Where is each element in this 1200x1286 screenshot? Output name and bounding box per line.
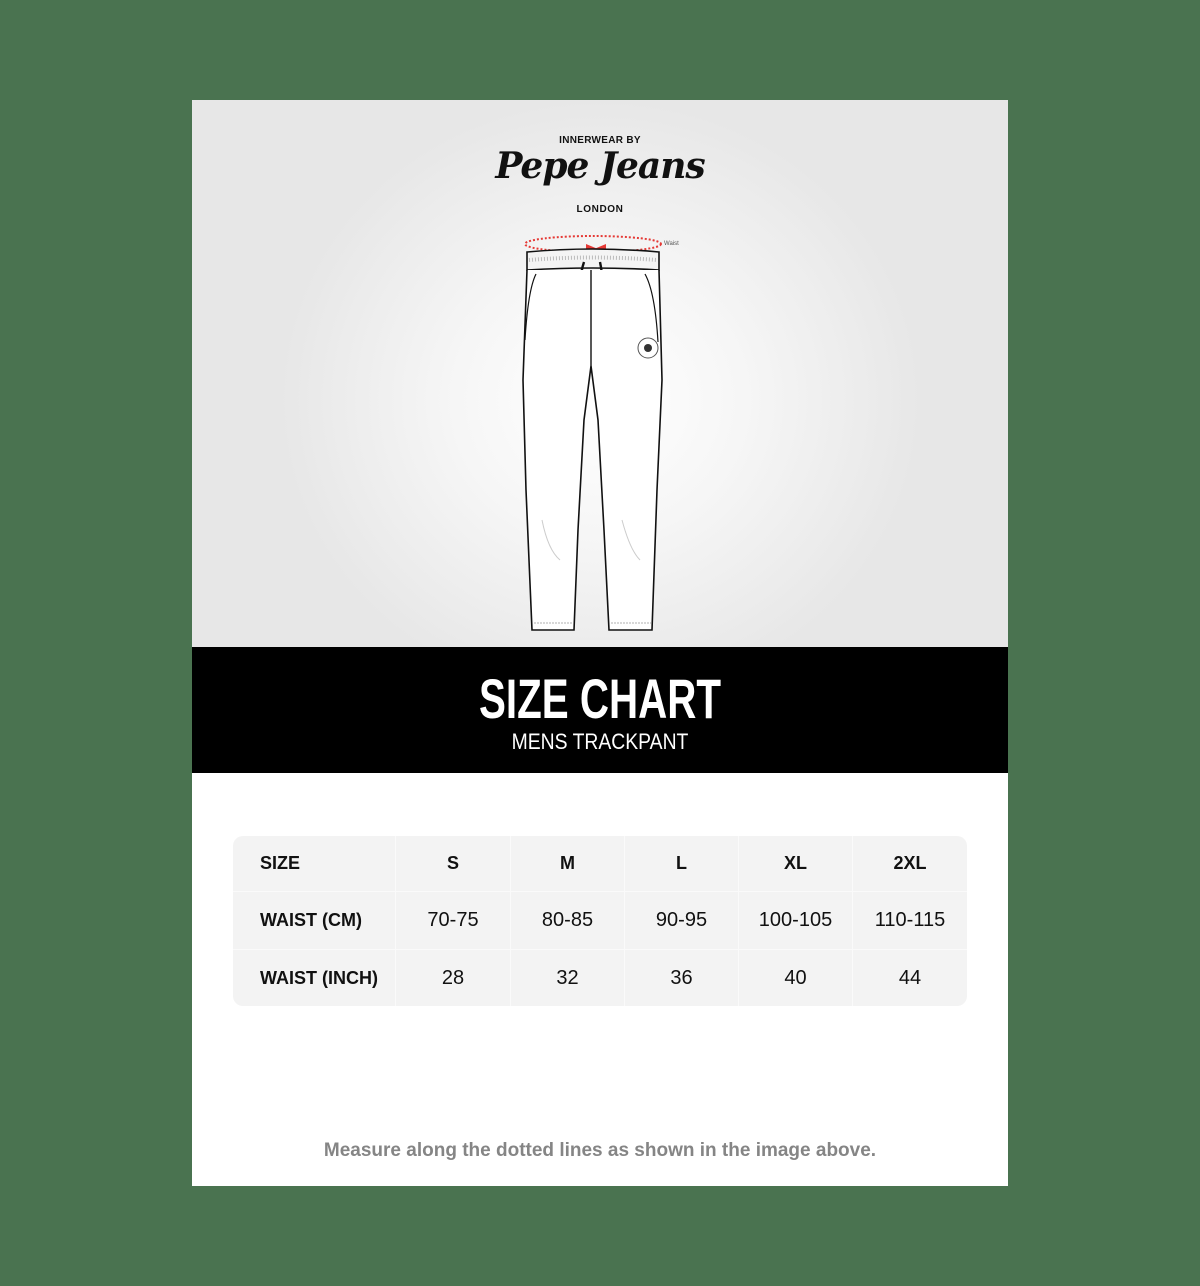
table-header-cell: M [511,836,625,892]
table-cell: 40 [739,950,853,1006]
brand-tagline: INNERWEAR BY [559,135,641,146]
brand-location: LONDON [576,204,624,215]
table-header-cell: SIZE [233,836,396,892]
table-cell: 110-115 [853,892,967,950]
title-banner [192,647,1008,773]
table-cell: 44 [898,966,922,989]
table-header-cell: 2XL [853,836,967,892]
table-header-cell: L [625,836,739,892]
table-cell: 36 [625,950,739,1006]
size-table [233,836,967,1006]
table-cell: 80-85 [511,892,625,950]
table-row-label: WAIST (INCH) [233,950,396,1006]
chart-subtitle: MENS TRACKPANT [511,729,689,754]
table-cell: 70-75 [396,892,511,950]
chart-title: SIZE CHART [479,667,721,730]
size-chart-card [192,100,1008,1186]
product-illustration-area [192,100,1008,647]
table-header-cell: XL [739,836,853,892]
table-cell: 100-105 [739,892,853,950]
trackpant-icon [512,230,692,640]
table-header-cell: S [396,836,511,892]
brand-logo: Pepe Jeans [495,145,705,187]
table-cell: 90-95 [625,892,739,950]
waist-label: Waist [664,241,679,247]
table-cell: 28 [396,950,511,1006]
table-cell: 32 [511,950,625,1006]
measurement-note: Measure along the dotted lines as shown in the image above. [323,1140,877,1161]
table-row-label: WAIST (CM) [233,892,396,950]
